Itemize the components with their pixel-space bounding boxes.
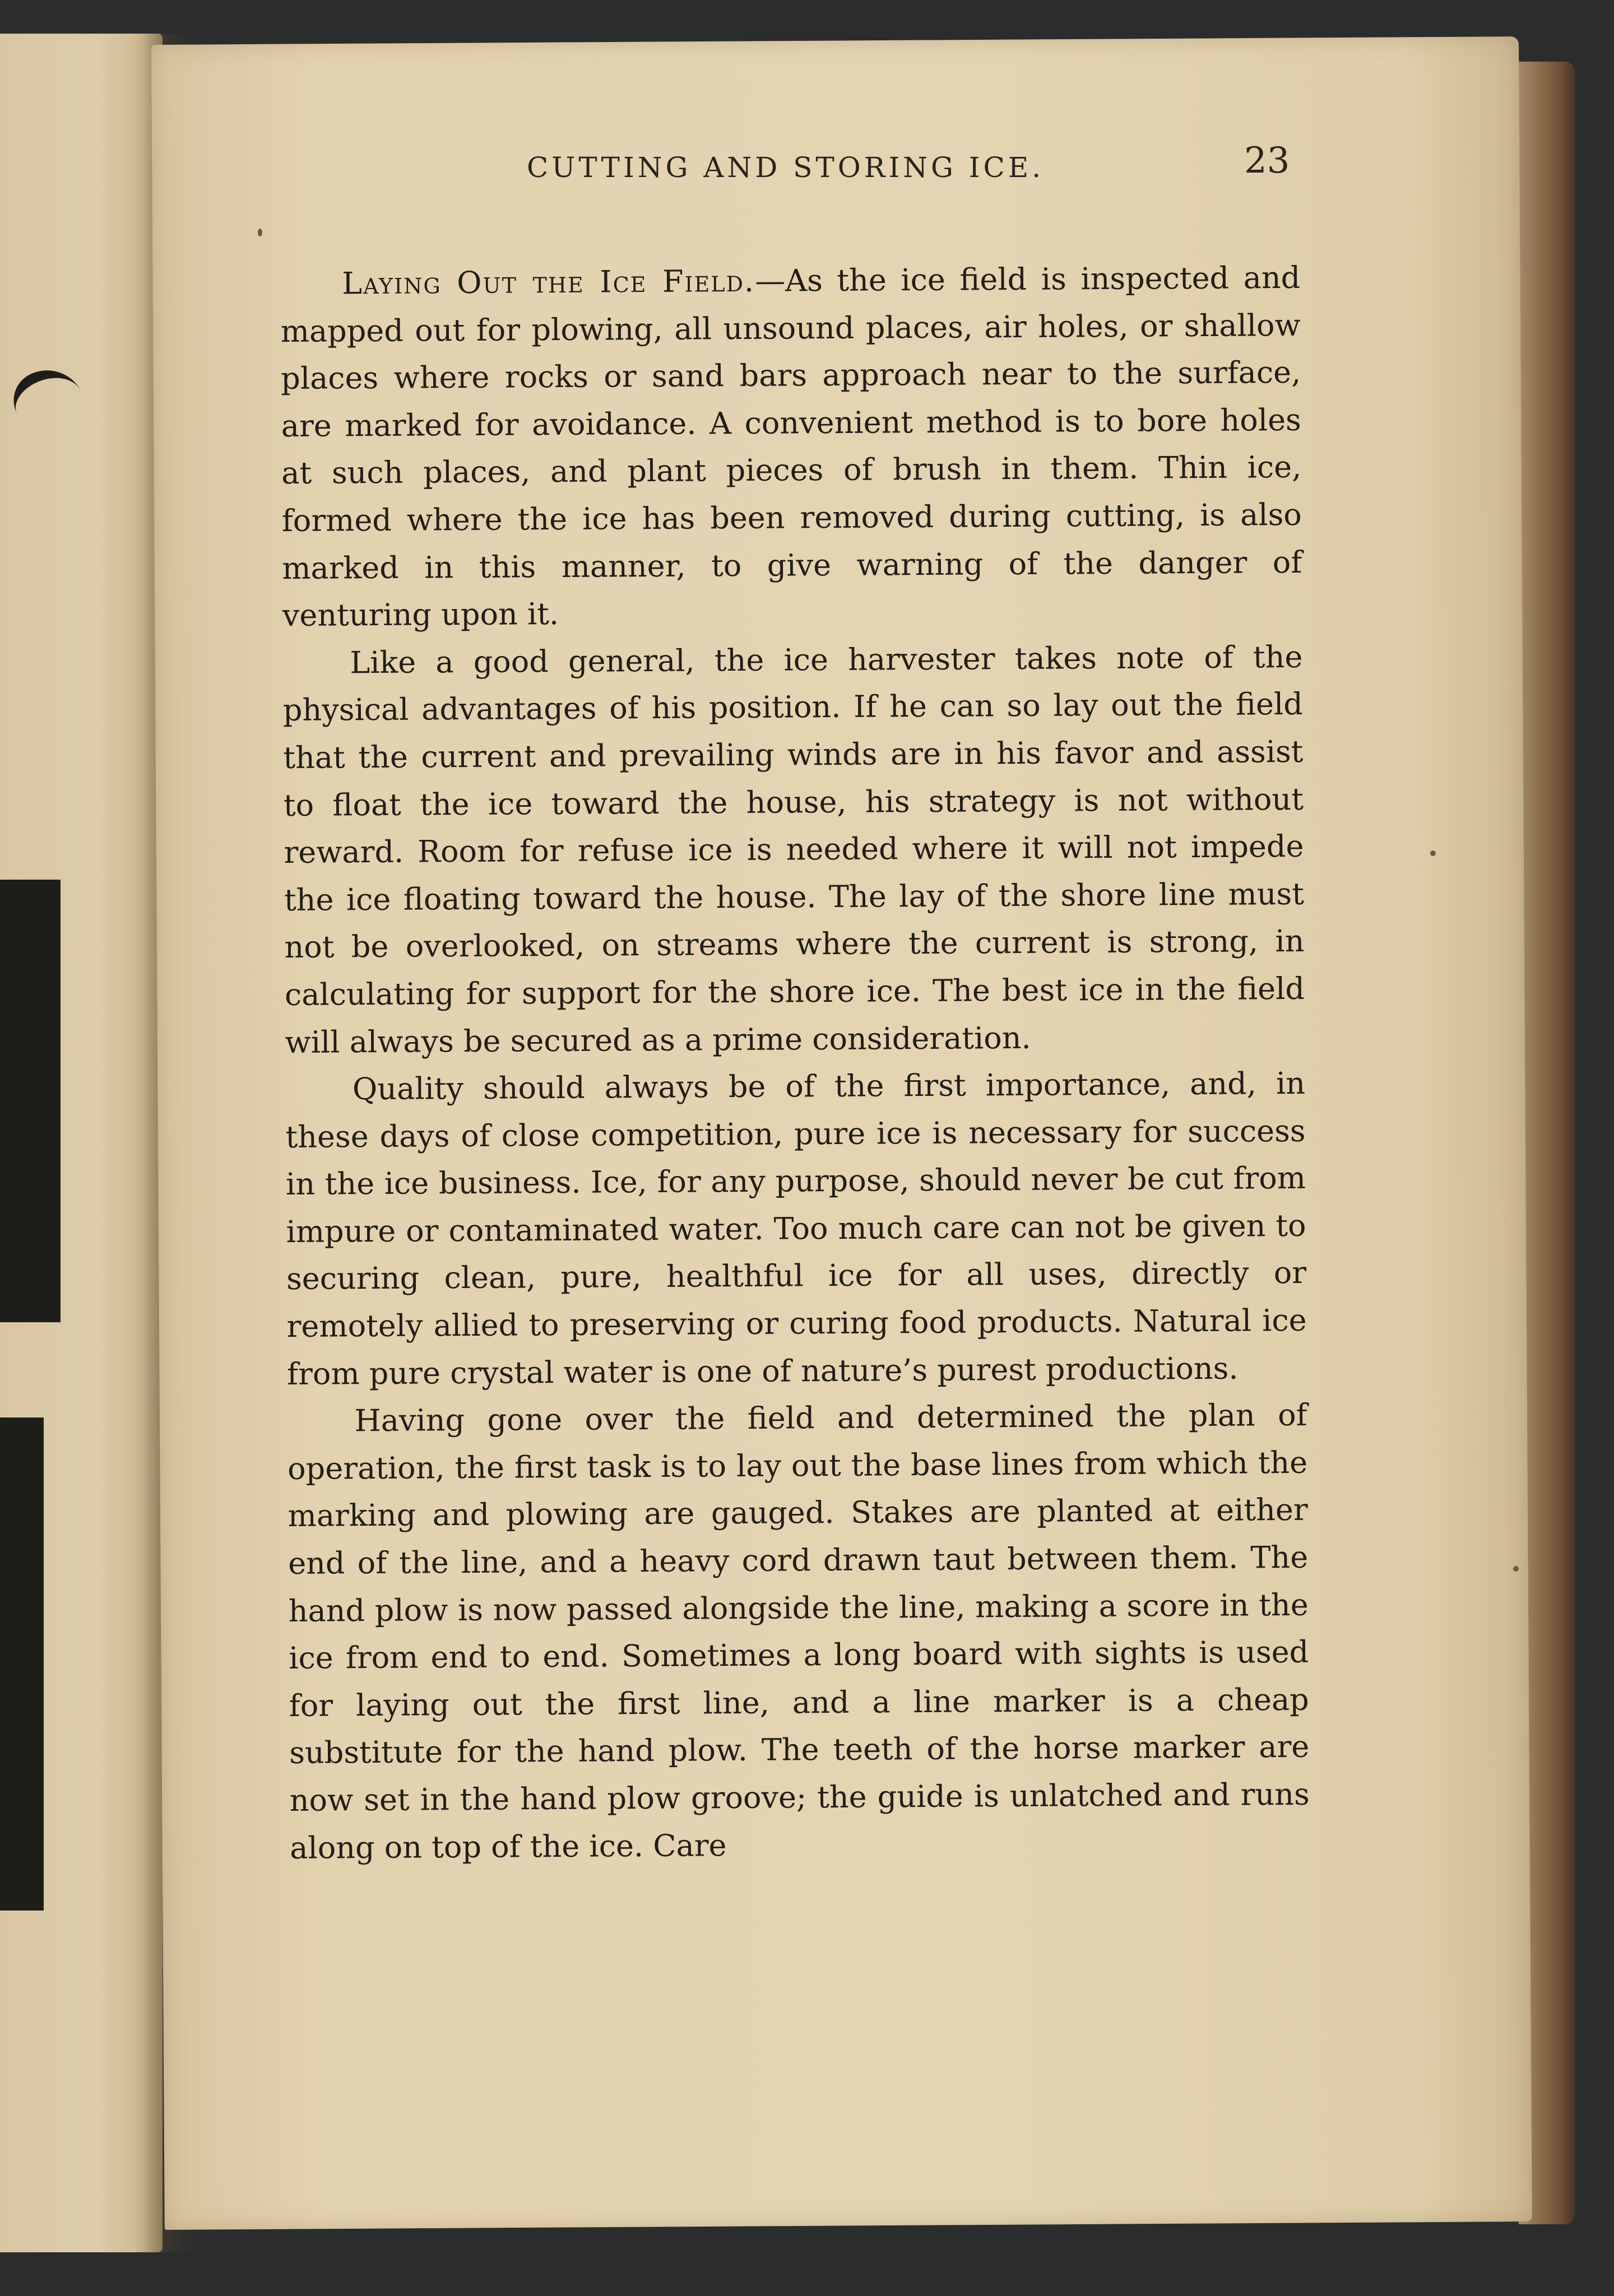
paragraph-1-text: As the ice field is inspected and mapped out for plowing, all unsound places, air holes, or shallow places where rocks or sand bars approach near to the surface, are marked for avoidance. A convenient method is to bore holes at such places, and plant pieces of brush in them. Thin ice, formed where the ice has been removed during cutting, is also marked in this manner, to give warning of the danger of venturing upon it. xyxy=(280,259,1302,634)
paper-speck xyxy=(1513,1566,1519,1572)
page-number: 23 xyxy=(1244,140,1290,182)
left-page-illustration-fragment xyxy=(3,357,86,432)
left-page-plate-top xyxy=(0,880,61,1322)
left-page-plate-bottom xyxy=(0,1417,44,1911)
paragraph-4: Having gone over the field and determined the plan of operation, the first task is to lay out the base lines from which the marking and plowing are gauged. Stakes are planted at either end of the line, and a heavy cord drawn taut between them. The hand plow is now passed alongside the line, making a score in the ice from end to end. Sometimes a long board with sights is used for laying out the first line, and a line marker is a cheap substitute for the hand plow. The teeth of the horse marker are now set in the hand plow groove; the guide is unlatched and runs along on top of the ice. Care xyxy=(287,1397,1310,1866)
running-head xyxy=(347,129,1300,196)
paper-speck xyxy=(258,229,262,236)
paper-speck xyxy=(1430,850,1436,856)
section-heading: Laying Out the Ice Field. xyxy=(342,263,755,301)
paragraph-2: Like a good general, the ice harvester takes note of the physical advantages of his position. If he can so lay out the field that the current and prevailing winds are in his favor and assist to float the ice toward the house, his strategy is not without reward. Room for refuse ice is needed where it will not impede the ice floating toward the house. The lay of the shore line must not be overlooked, on streams where the current is strong, in calculating for support for the shore ice. The best ice in the field will always be secured as a prime consideration. xyxy=(282,639,1305,1060)
running-head-title: CUTTING AND STORING ICE. xyxy=(527,151,1045,184)
heading-separator: — xyxy=(754,263,786,299)
page-body xyxy=(280,254,1310,1872)
paragraph-3: Quality should always be of the first importance, and, in these days of close competition, pure ice is necessary for success in the ice business. Ice, for any purpose, should never be cut from impure or contaminated water. Too much care can not be given to securing clean, pure, healthful ice for all uses, directly or remotely allied to preserving or curing food products. Natural ice from pure crystal water is one of nature’s purest productions. xyxy=(285,1065,1307,1392)
paragraph-1 xyxy=(280,254,1302,640)
